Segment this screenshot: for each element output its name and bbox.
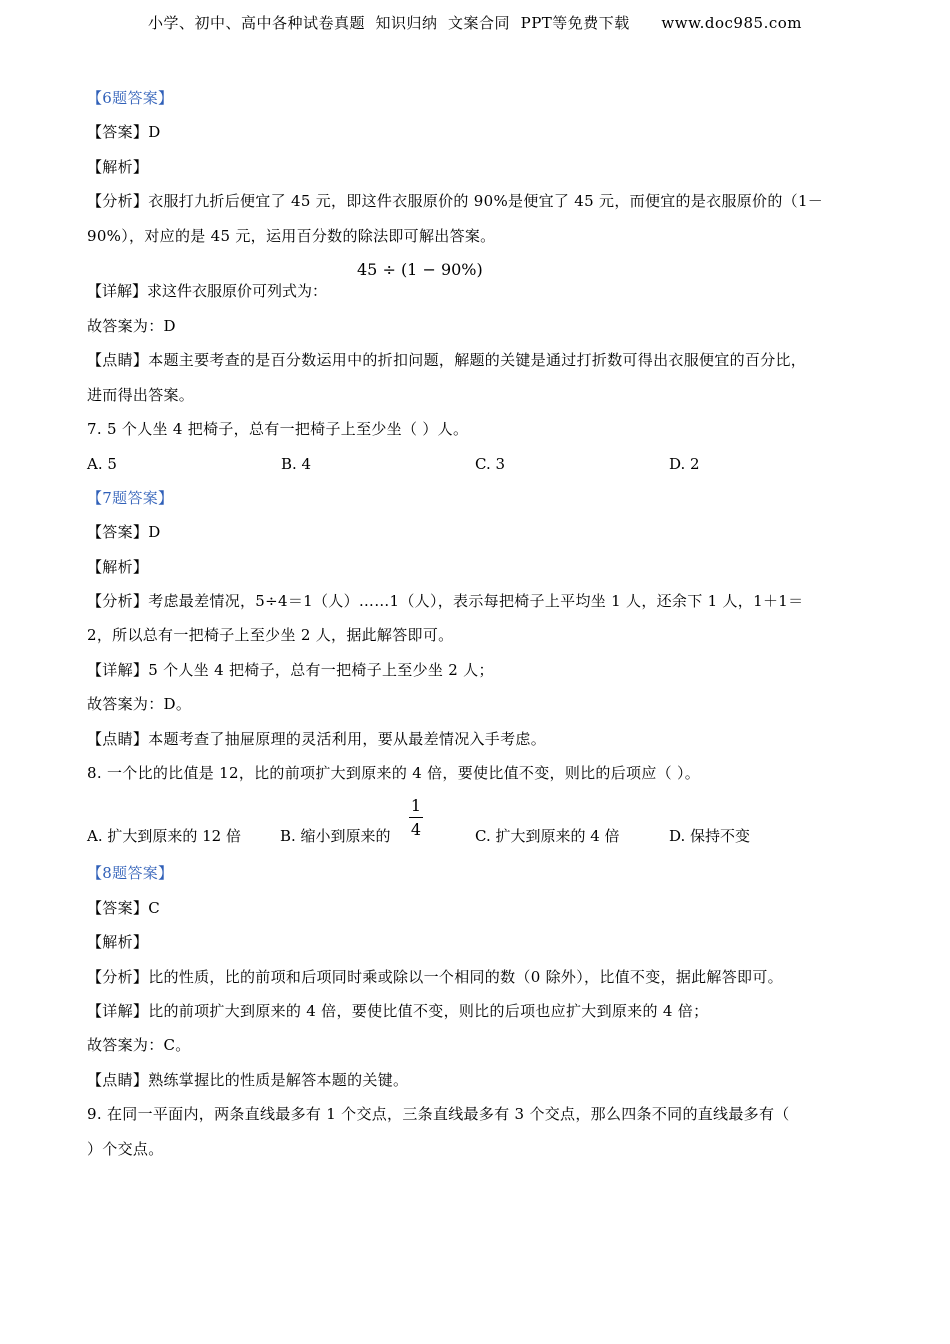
q7-option-c: C. 3 (475, 454, 506, 473)
q6-dianjing-2: 进而得出答案。 (87, 385, 195, 404)
q8-option-b: B. 缩小到原来的 (280, 827, 391, 846)
q8-conclusion: 故答案为：C。 (87, 1036, 191, 1055)
q7-fenxi-1: 【分析】考虑最差情况，5÷4＝1（人）……1（人），表示每把椅子上平均坐 1 人，还余下 1 人，1＋1＝ (87, 592, 804, 611)
q7-option-a: A. 5 (87, 454, 117, 473)
q9-question-1: 9. 在同一平面内，两条直线最多有 1 个交点，三条直线最多有 3 个交点，那么四条不同的直线最多有（ (87, 1105, 790, 1124)
q7-options (87, 454, 877, 488)
q7-option-b: B. 4 (281, 454, 312, 473)
q8-question: 8. 一个比的比值是 12，比的前项扩大到原来的 4 倍，要使比值不变，则比的后项应（ ）。 (87, 764, 701, 783)
q8-option-c: C. 扩大到原来的 4 倍 (475, 827, 620, 846)
document-body (87, 88, 877, 1173)
q8-fraction-denominator: 4 (410, 820, 422, 840)
q7-fenxi-2: 2，所以总有一把椅子上至少坐 2 人，据此解答即可。 (87, 626, 454, 645)
q7-question: 7. 5 个人坐 4 把椅子，总有一把椅子上至少坐（ ）人。 (87, 420, 469, 439)
q8-fenxi: 【分析】比的性质，比的前项和后项同时乘或除以一个相同的数（0 除外），比值不变，据此解答即可。 (87, 967, 783, 986)
q7-option-d: D. 2 (669, 454, 700, 473)
q8-jiexi: 【解析】 (87, 933, 149, 952)
q8-options (87, 797, 877, 863)
q9-question-2: ）个交点。 (87, 1139, 164, 1158)
q8-option-d: D. 保持不变 (669, 827, 751, 846)
q8-xiangjie: 【详解】比的前项扩大到原来的 4 倍，要使比值不变，则比的后项也应扩大到原来的 4 倍； (87, 1001, 709, 1020)
q7-conclusion: 故答案为：D。 (87, 695, 192, 714)
q6-answer: 【答案】D (87, 123, 161, 142)
q7-xiangjie: 【详解】5 个人坐 4 把椅子，总有一把椅子上至少坐 2 人； (87, 660, 494, 679)
q6-conclusion: 故答案为：D (87, 316, 176, 335)
q8-answer: 【答案】C (87, 898, 160, 917)
q6-fenxi-1: 【分析】衣服打九折后便宜了 45 元，即这件衣服原价的 90%是便宜了 45 元，而便宜的是衣服原价的（1－ (87, 192, 824, 211)
q7-jiexi: 【解析】 (87, 557, 149, 576)
q8-fraction-bar (409, 817, 423, 818)
q7-answer: 【答案】D (87, 523, 161, 542)
q8-dianjing: 【点睛】熟练掌握比的性质是解答本题的关键。 (87, 1070, 409, 1089)
q6-formula: 45 ÷ (1 − 90%) (357, 259, 483, 279)
q6-dianjing-1: 【点睛】本题主要考查的是百分数运用中的折扣问题，解题的关键是通过打折数可得出衣服便宜的百分比， (87, 351, 807, 370)
q7-answer-header: 【7题答案】 (87, 488, 174, 507)
q6-answer-header: 【6题答案】 (87, 89, 174, 107)
q8-fraction (409, 797, 423, 839)
page-header: 小学、初中、高中各种试卷真题 知识归纳 文案合同 PPT等免费下载 www.doc985.com (147, 14, 802, 32)
q8-answer-header: 【8题答案】 (87, 864, 174, 883)
q6-xiangjie-row (87, 260, 877, 316)
q6-jiexi: 【解析】 (87, 157, 149, 176)
q6-fenxi-2: 90%），对应的是 45 元，运用百分数的除法即可解出答案。 (87, 226, 496, 245)
q8-fraction-numerator: 1 (410, 796, 422, 816)
q6-xiangjie: 【详解】求这件衣服原价可列式为： (87, 281, 328, 300)
q8-option-a: A. 扩大到原来的 12 倍 (87, 827, 241, 846)
q7-dianjing: 【点睛】本题考查了抽屉原理的灵活利用，要从最差情况入手考虑。 (87, 729, 547, 748)
